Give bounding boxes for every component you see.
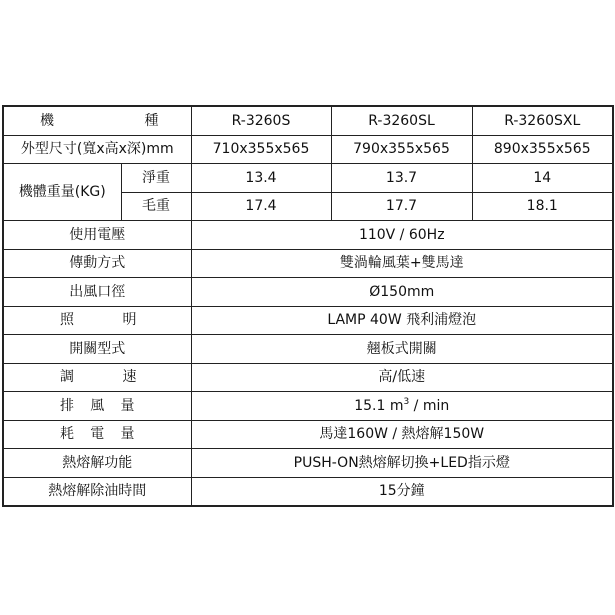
row-label-part: 速 <box>122 369 137 386</box>
exhaust-value-suffix: / min <box>409 398 450 415</box>
power-row <box>3 420 613 449</box>
switch-row <box>3 335 613 364</box>
row-label-part: 排 <box>60 397 74 414</box>
outlet-row <box>3 278 613 307</box>
sub-label: 淨重 <box>121 164 191 193</box>
cell-value: 14 <box>472 164 613 193</box>
cell-value: 110V / 60Hz <box>191 221 613 250</box>
model-header-left: 機 <box>40 112 54 129</box>
row-label-part: 量 <box>120 426 135 443</box>
row-label: 使用電壓 <box>3 221 191 250</box>
melt-function-row <box>3 449 613 478</box>
cell-value: 13.4 <box>191 164 331 193</box>
cell-value: Ø150mm <box>191 278 613 307</box>
voltage-row <box>3 221 613 250</box>
cell-value: 890x355x565 <box>472 135 613 164</box>
spec-table <box>2 105 614 507</box>
cell-value: PUSH-ON熱熔解切換+LED指示燈 <box>191 449 613 478</box>
cell-value: 18.1 <box>472 192 613 221</box>
cell-value: 翹板式開關 <box>191 335 613 364</box>
melt-time-row <box>3 477 613 506</box>
row-label <box>3 306 191 335</box>
model-header-cell <box>3 106 191 135</box>
row-label-part: 耗 <box>60 426 74 443</box>
model-name: R-3260SXL <box>472 106 613 135</box>
row-label-part: 電 <box>90 426 105 443</box>
exhaust-value-sup: 3 <box>403 397 410 408</box>
net-weight-row <box>3 164 613 193</box>
cell-value: 高/低速 <box>191 363 613 392</box>
row-label: 外型尺寸(寬x高x深)mm <box>3 135 191 164</box>
cell-value: 13.7 <box>331 164 472 193</box>
row-label: 熱熔解除油時間 <box>3 477 191 506</box>
row-label-part: 風 <box>90 397 105 414</box>
sub-label: 毛重 <box>121 192 191 221</box>
cell-value: LAMP 40W 飛利浦燈泡 <box>191 306 613 335</box>
header-row <box>3 106 613 135</box>
drive-row <box>3 249 613 278</box>
speed-row <box>3 363 613 392</box>
row-label: 開關型式 <box>3 335 191 364</box>
cell-value: 15分鐘 <box>191 477 613 506</box>
row-label <box>3 420 191 449</box>
exhaust-value-prefix: 15.1 m <box>354 398 404 415</box>
row-label-part: 量 <box>120 397 135 414</box>
cell-value: 17.7 <box>331 192 472 221</box>
row-label: 機體重量(KG) <box>3 164 121 221</box>
model-name: R-3260S <box>191 106 331 135</box>
cell-value: 790x355x565 <box>331 135 472 164</box>
model-name: R-3260SL <box>331 106 472 135</box>
row-label-part: 明 <box>122 312 137 329</box>
cell-value: 17.4 <box>191 192 331 221</box>
cell-value: 710x355x565 <box>191 135 331 164</box>
row-label <box>3 392 191 421</box>
row-label: 熱熔解功能 <box>3 449 191 478</box>
row-label <box>3 363 191 392</box>
row-label-part: 照 <box>60 312 74 329</box>
lighting-row <box>3 306 613 335</box>
cell-value: 雙渦輪風葉+雙馬達 <box>191 249 613 278</box>
exhaust-row <box>3 392 613 421</box>
cell-value: 馬達160W / 熱熔解150W <box>191 420 613 449</box>
dimensions-row <box>3 135 613 164</box>
cell-value <box>191 392 613 421</box>
row-label: 傳動方式 <box>3 249 191 278</box>
row-label: 出風口徑 <box>3 278 191 307</box>
model-header-right: 種 <box>144 112 159 129</box>
row-label-part: 調 <box>60 369 74 386</box>
